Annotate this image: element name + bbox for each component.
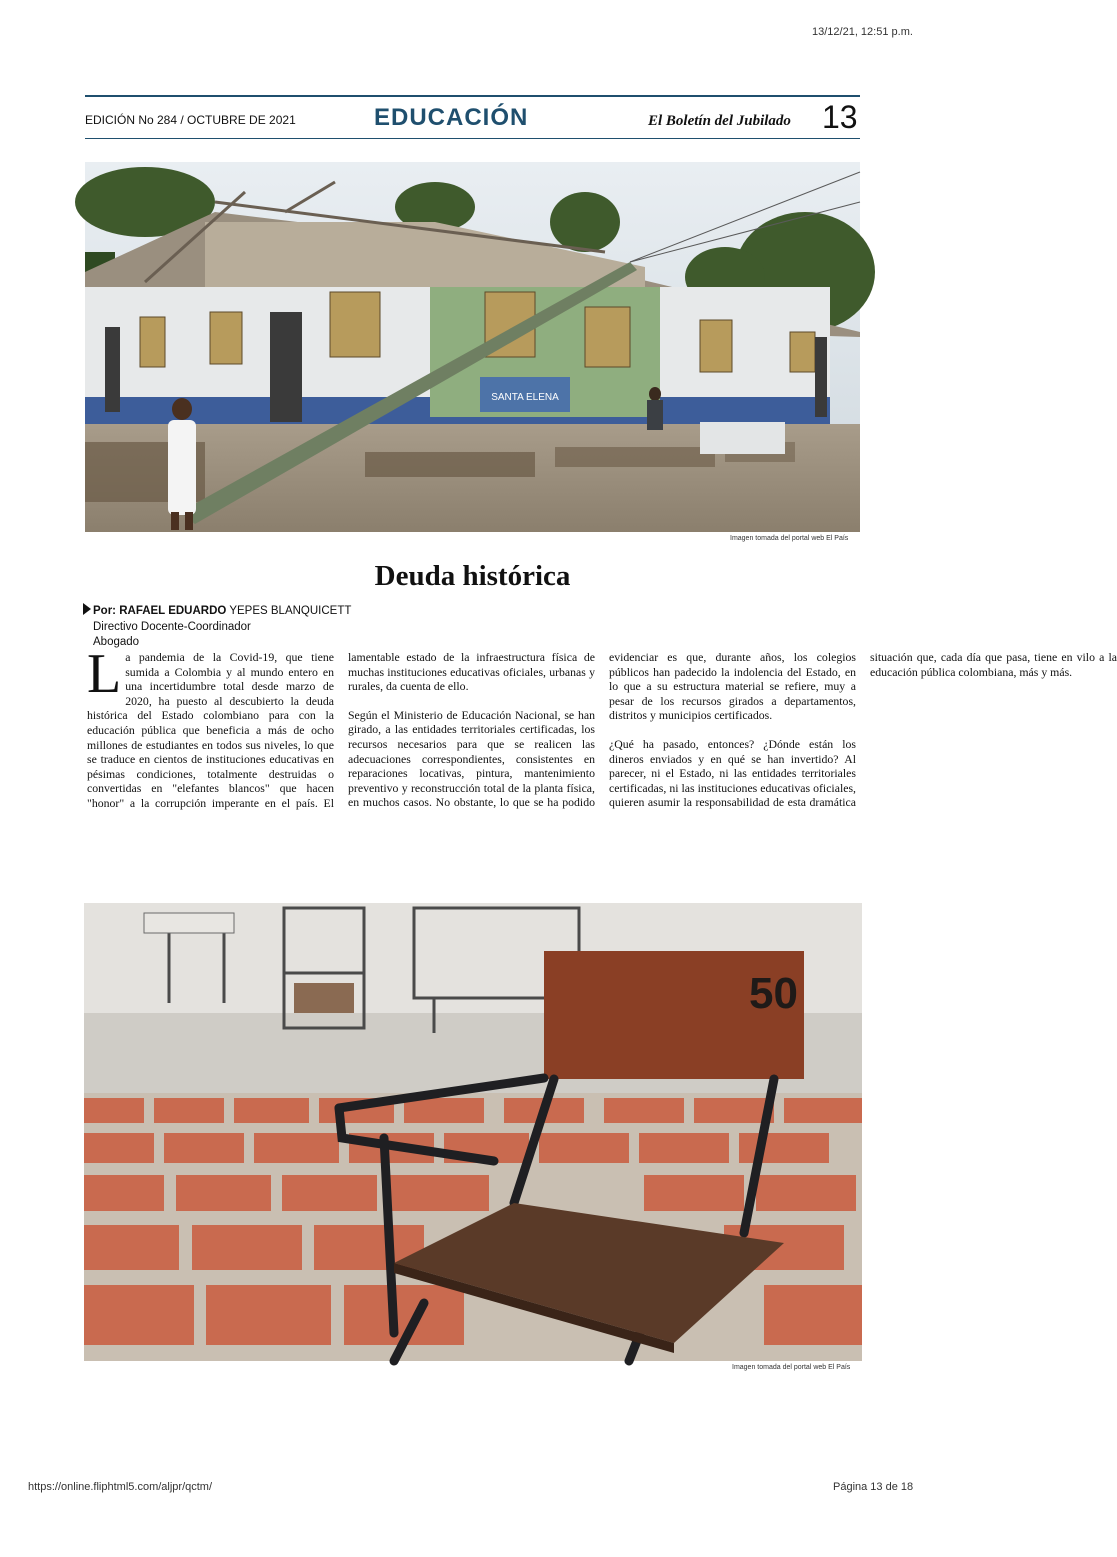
article-title: Deuda histórica <box>374 560 571 592</box>
mural-text: SANTA ELENA <box>491 392 559 403</box>
author-role: Directivo Docente-Coordinador <box>93 620 251 633</box>
author-last-name: YEPES BLANQUICETT <box>229 605 352 617</box>
photo1-caption: Imagen tomada del portal web El País <box>730 535 849 542</box>
byline-prefix: Por: <box>93 605 116 617</box>
header-bottom-rule <box>85 138 860 139</box>
print-url[interactable]: https://online.fliphtml5.com/aljpr/qctm/ <box>28 1481 213 1493</box>
header-top-rule <box>85 95 860 97</box>
chair-number: 50 <box>749 969 798 1018</box>
page-number: 13 <box>822 99 858 135</box>
edition-label: EDICIÓN No 284 / OCTUBRE DE 2021 <box>85 113 296 127</box>
classroom-chair-illustration <box>84 903 862 1361</box>
article-paragraph-3: ¿Qué ha pasado, entonces? ¿Dónde están los dineros enviados y en qué se han invertido? Al parecer, ni el Estado, ni las entidades territoriales certificadas, ni las instituciones educativas oficiales, quieren asumir la responsabilidad de esta dramática situación que, cada día que pasa, tiene en vilo a la educación pública colombiana, más y más. <box>609 650 1117 810</box>
print-page-count: Página 13 de 18 <box>833 1481 914 1493</box>
author-first-name: RAFAEL EDUARDO <box>119 605 227 617</box>
photo2-caption: Imagen tomada del portal web El País <box>732 1364 851 1371</box>
print-timestamp: 13/12/21, 12:51 p.m. <box>812 26 913 38</box>
newspaper-name: El Boletín del Jubilado <box>648 113 791 129</box>
damaged-school-illustration <box>85 162 860 532</box>
section-title: EDUCACIÓN <box>374 104 529 131</box>
paragraph-1-text: a pandemia de la Covid-19, que tiene sumida a Colombia y al mundo entero en una incertidumbre total desde marzo de 2020, ha puesto al descubierto la deuda histórica del Estado colombiano para con la educación pública que beneficia a más de ocho millones de estudiantes en todos sus niveles, lo que se traduce en cientos de instituciones educativas en pésimas condiciones, totalmente destruidas o convertidas en "elefantes blancos" que hacen "honor" a la corrupción imperante en el país. El lamentable estado de la infraestructura física de muchas instituciones educativas oficiales, urbanas y rurales, da cuenta de ello. <box>87 650 595 810</box>
byline-arrow-icon <box>83 603 91 615</box>
article-body <box>87 643 1117 820</box>
author-profession: Abogado <box>93 636 140 648</box>
article-paragraph-2: Según el Ministerio de Educación Nacional, se han girado, a las entidades territoriales certificadas, los recursos necesarios para que se realicen las adecuaciones correspondientes, consistentes en reparaciones locativas, pintura, mantenimiento preventivo y reconstrucción total de la planta física, en muchos casos. No obstante, lo que se ha podido evidenciar es que, durante años, los colegios públicos han padecido la indolencia del Estado, en lo que a su estructura material se refiere, muy a pesar de los recursos girados a departamentos, distritos y municipios certificados. <box>348 650 856 810</box>
byline <box>83 603 351 651</box>
classroom-chair-photo <box>84 903 862 1361</box>
damaged-school-photo <box>85 162 860 532</box>
drop-cap: L <box>87 643 122 705</box>
